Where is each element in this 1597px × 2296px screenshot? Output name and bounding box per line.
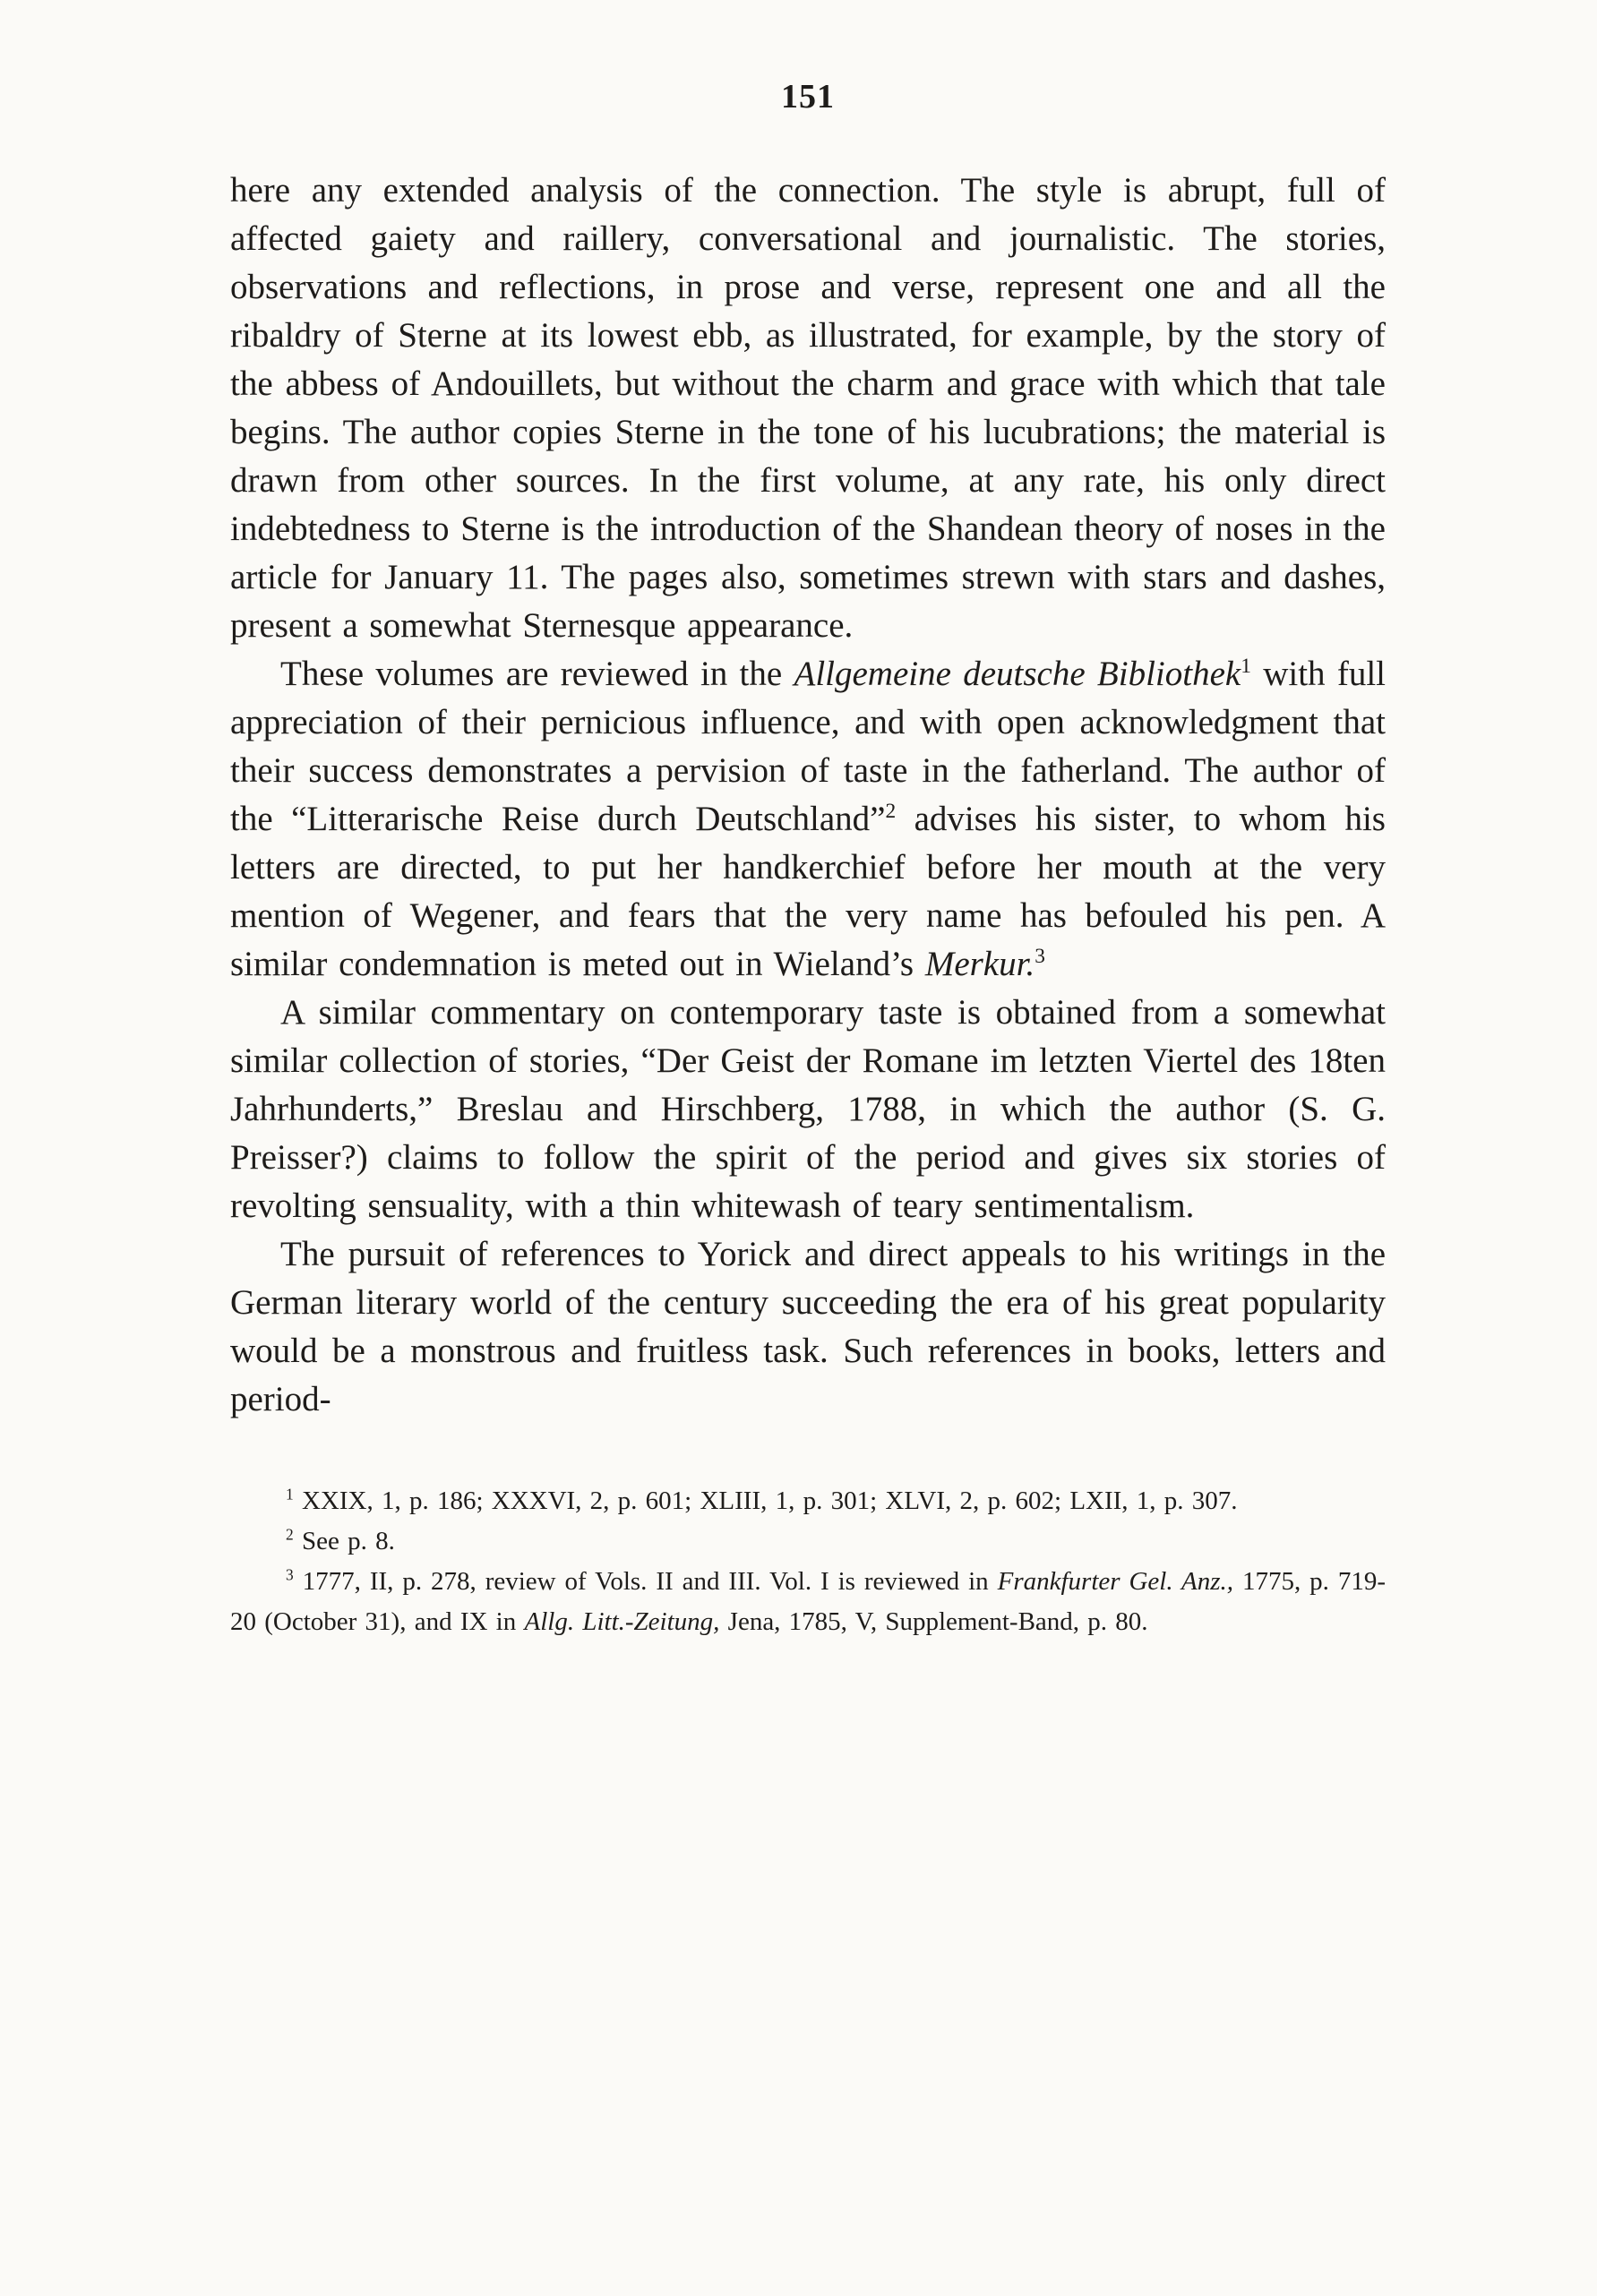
footnote-marker: 3 bbox=[286, 1565, 294, 1584]
footnotes bbox=[230, 1481, 1386, 1642]
text-run: XXIX, 1, p. 186; XXXVI, 2, p. 601; XLIII, 1, p. 301; XLVI, 2, p. 602; LXII, 1, p. 307. bbox=[293, 1486, 1238, 1515]
paragraph bbox=[230, 167, 1386, 650]
footnote-marker: 2 bbox=[286, 1525, 294, 1544]
paragraph bbox=[230, 989, 1386, 1230]
italic-text-run: Allg. Litt.-Zeitung, bbox=[524, 1607, 720, 1636]
text-run: 1777, II, p. 278, review of Vols. II and III. Vol. I is reviewed in bbox=[293, 1567, 998, 1596]
text-run: See p. 8. bbox=[293, 1527, 395, 1555]
italic-text-run: Frankfurter Gel. Anz., bbox=[997, 1567, 1234, 1596]
footnote bbox=[230, 1481, 1386, 1521]
text-run: advises his sister, to whom his letters are directed, to put her handkerchief before her mouth at the very mention of Wegener, and fears that the very name has befouled his pen. A similar condemnation is meted out in Wieland’s bbox=[230, 800, 1386, 983]
footnote-marker: 2 bbox=[885, 800, 897, 823]
paragraph bbox=[230, 1230, 1386, 1424]
text-run: with full appreciation of their pernicious influence, and with open acknowledgment that their success demonstrates a pervision of taste in the fatherland. The author of the “Litterarische Reise durch Deutschland” bbox=[230, 655, 1386, 838]
footnote bbox=[230, 1562, 1386, 1642]
footnote bbox=[230, 1521, 1386, 1562]
footnote-marker: 1 bbox=[1241, 655, 1251, 678]
italic-text-run: Allgemeine deutsche Bibliothek bbox=[794, 655, 1241, 693]
page-number: 151 bbox=[781, 78, 835, 116]
text-run: 1775, p. 719-20 (October 31), and IX in bbox=[230, 1567, 1386, 1636]
text-run: The pursuit of references to Yorick and direct appeals to his writings in the German literary world of the century succeeding the era of his great popularity would be a monstrous and fruitless task. Such references in books, letters and period- bbox=[230, 1235, 1386, 1418]
paragraph bbox=[230, 650, 1386, 989]
text-run: Jena, 1785, V, Supplement-Band, p. 80. bbox=[719, 1607, 1148, 1636]
body-text bbox=[230, 167, 1386, 1424]
italic-text-run: Merkur. bbox=[924, 945, 1035, 983]
footnote-marker: 1 bbox=[286, 1485, 294, 1504]
footnote-marker: 3 bbox=[1035, 945, 1045, 968]
text-run: here any extended analysis of the connection. The style is abrupt, full of affected gaiety and raillery, conversational and journalistic. The stories, observations and reflections, in prose and verse, represent one and all the ribaldry of Sterne at its lowest ebb, as illustrated, for example, by the story of the abbess of Andouillets, but without the charm and grace with which that tale begins. The author copies Sterne in the tone of his lucubrations; the material is drawn from other sources. In the first volume, at any rate, his only direct indebtedness to Sterne is the introduction of the Shandean theory of noses in the article for January 11. The pages also, sometimes strewn with stars and dashes, present a somewhat Sternesque appearance. bbox=[230, 171, 1386, 645]
text-run: A similar commentary on contemporary taste is obtained from a somewhat similar collection of stories, “Der Geist der Romane im letzten Viertel des 18ten Jahrhunderts,” Breslau and Hirschberg, 1788, in which the author (S. G. Preisser?) claims to follow the spirit of the period and gives six stories of revolting sensuality, with a thin whitewash of teary sentimentalism. bbox=[230, 993, 1386, 1225]
text-run: These volumes are reviewed in the bbox=[280, 655, 794, 693]
